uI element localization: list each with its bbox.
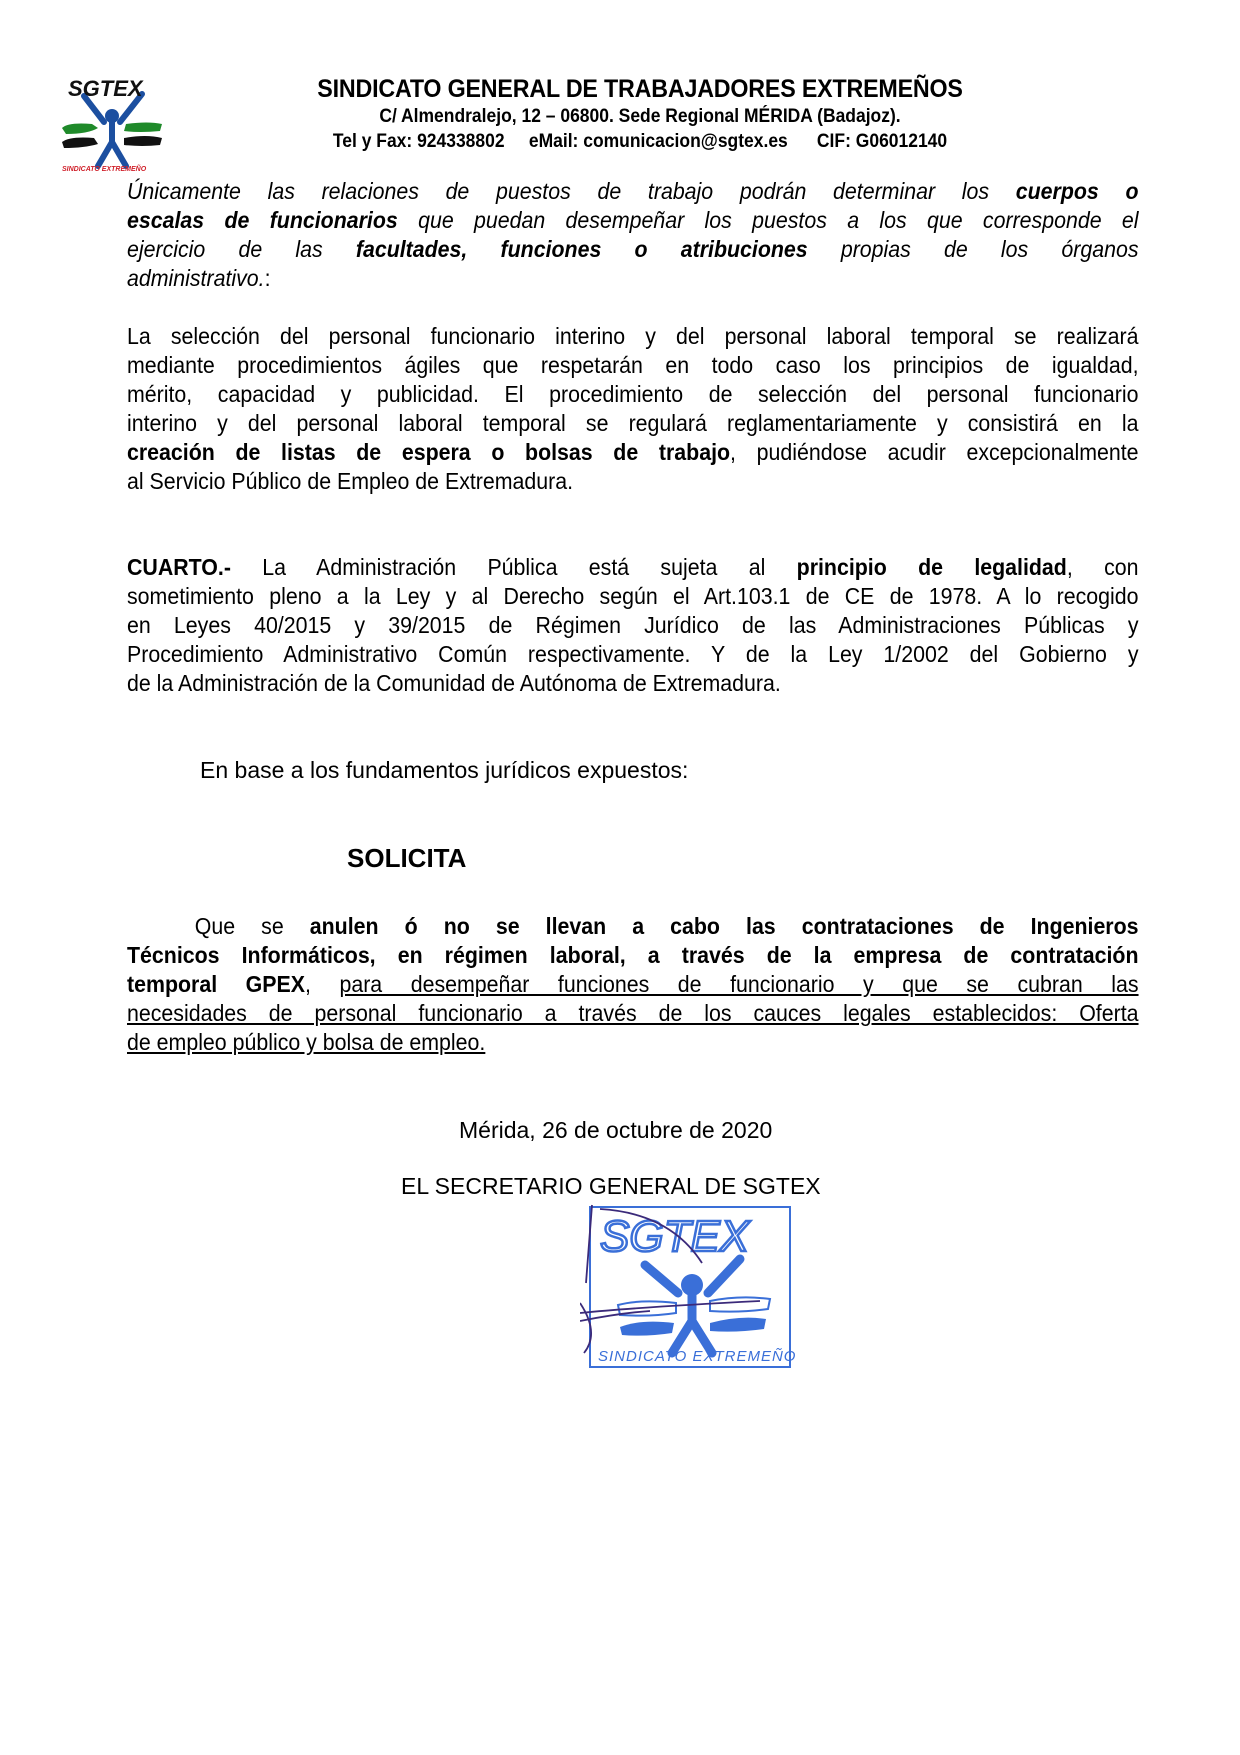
paragraph-seleccion: La selección del personal funcionario interino y del personal laboral temporal se realizará mediante procedimientos ágiles que respetarán en todo caso los principios de igualdad, mérito, capacidad y publicidad. El procedimiento de selección del personal funcionario interino y del personal laboral temporal se regulará reglamentariamente y consistirá en la creación de listas de espera o bolsas de trabajo, pudiéndose acudir excepcionalmente al Servicio Público de Empleo de Extremadura. [127,323,1139,494]
logo-subtext: SINDICATO EXTREMEÑO [62,166,147,173]
official-stamp-icon [580,1203,800,1373]
letterhead [200,74,1080,154]
organization-address: C/ Almendralejo, 12 – 06800. Sede Regional MÉRIDA (Badajoz). [379,106,901,127]
date-line: Mérida, 26 de octubre de 2020 [459,1117,773,1143]
organization-title: SINDICATO GENERAL DE TRABAJADORES EXTREMEÑOS [317,75,963,103]
svg-text:SGTEX: SGTEX [600,1212,750,1261]
signatory-title: EL SECRETARIO GENERAL DE SGTEX [401,1173,821,1199]
paragraph-rpt: Únicamente las relaciones de puestos de trabajo podrán determinar los cuerpos o escalas de funcionarios que puedan desempeñar los puestos a los que corresponde el ejercicio de las facultades, funciones o atribuciones propias de los órganos administrativo.: [127,178,1139,291]
paragraph-cuarto: CUARTO.- La Administración Pública está sujeta al principio de legalidad, con sometimiento pleno a la Ley y al Derecho según el Art.103.1 de CE de 1978. A lo recogido en Leyes 40/2015 y 39/2015 de Régimen Jurídico de las Administraciones Públicas y Procedimiento Administrativo Común respectivamente. Y de la Ley 1/2002 del Gobierno y de la Administración de la Comunidad de Autónoma de Extremadura. [127,554,1139,696]
paragraph-solicitud: Que se anulen ó no se llevan a cabo las contrataciones de Ingenieros Técnicos Informáticos, en régimen laboral, a través de la empresa de contratación temporal GPEX, para desempeñar funciones de funcionario y que se cubran las necesidades de personal funcionario a través de los cauces legales establecidos: Oferta de empleo público y bolsa de empleo. [127,913,1139,1055]
svg-text:SINDICATO EXTREMEÑO: SINDICATO EXTREMEÑO [598,1348,797,1365]
sgtex-logo-icon [58,78,168,173]
fundamentos-line: En base a los fundamentos jurídicos expuestos: [200,757,689,783]
organization-contact: Tel y Fax: 924338802 eMail: comunicacion@sgtex.es CIF: G06012140 [332,131,948,152]
solicita-heading: SOLICITA [347,843,467,873]
svg-text:SGTEX: SGTEX [68,78,143,101]
